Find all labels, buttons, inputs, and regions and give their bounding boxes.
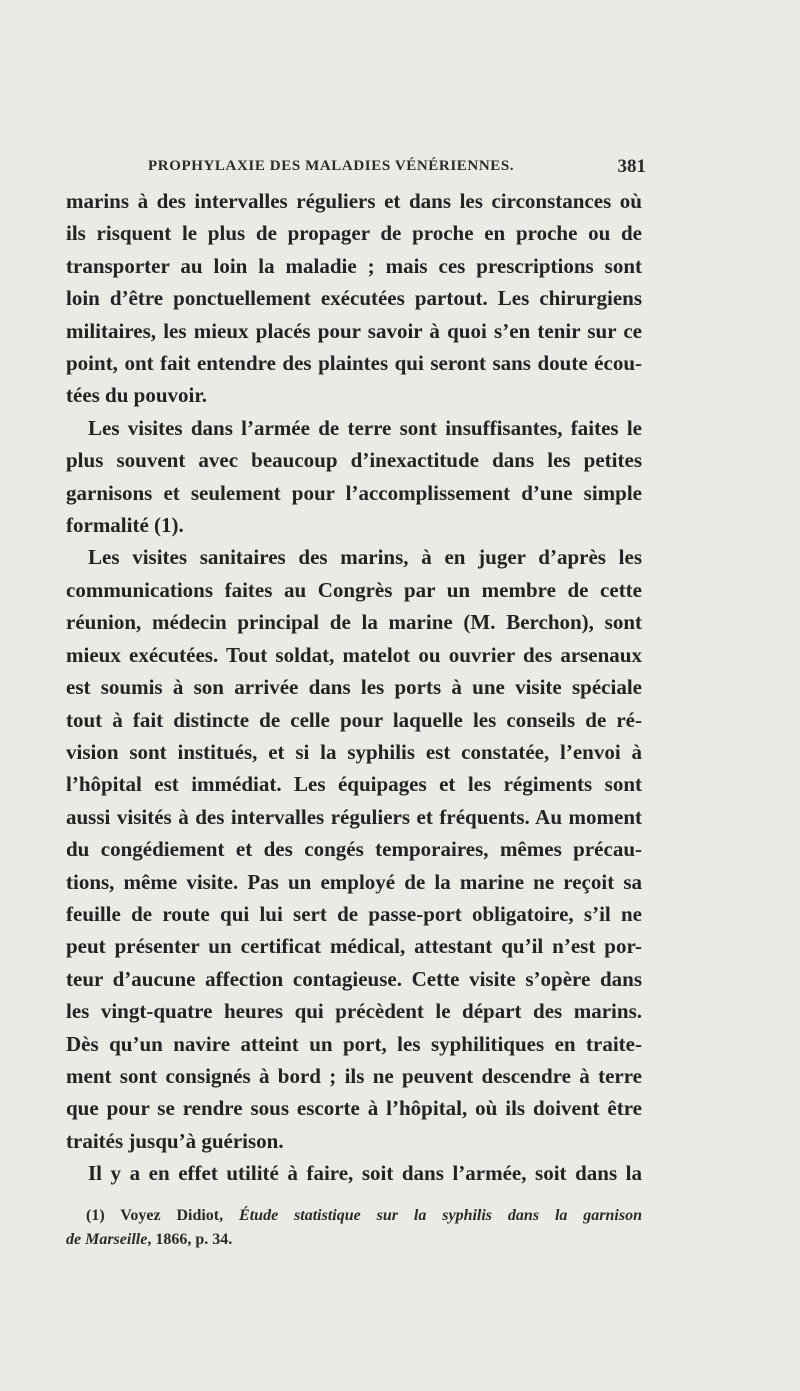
text-line: communications faites au Congrès par un membre de cette — [66, 577, 642, 602]
text-line: formalité (1). — [66, 513, 184, 538]
footnote-title-cont: de Marseille — [66, 1231, 148, 1248]
text-line: peut présenter un certificat médical, attestant qu’il n’est por- — [66, 934, 642, 959]
footnote-line — [66, 1204, 642, 1228]
running-title: PROPHYLAXIE DES MALADIES VÉNÉRIENNES. — [148, 158, 515, 174]
text-line: l’hôpital est immédiat. Les équipages et les régiments sont — [66, 772, 642, 797]
text-line: militaires, les mieux placés pour savoir à quoi s’en tenir sur ce — [66, 318, 642, 343]
text-line: teur d’aucune affection contagieuse. Cette visite s’opère dans — [66, 966, 642, 991]
footnote — [66, 1204, 642, 1252]
text-line: traités jusqu’à guérison. — [66, 1128, 284, 1153]
text-line: est soumis à son arrivée dans les ports à une visite spéciale — [66, 675, 642, 700]
text-line: tions, même visite. Pas un employé de la marine ne reçoit sa — [66, 869, 642, 894]
body-text — [66, 185, 642, 1190]
text-line: ment sont consignés à bord ; ils ne peuvent descendre à terre — [66, 1063, 642, 1088]
paragraph-1 — [66, 185, 642, 412]
footnote-prefix: (1) Voyez Didiot, — [86, 1207, 240, 1224]
text-line: tout à fait distincte de celle pour laquelle les conseils de ré- — [66, 707, 642, 732]
text-line: marins à des intervalles réguliers et dans les circonstances où — [66, 189, 642, 213]
paragraph-2 — [66, 412, 642, 542]
text-line: point, ont fait entendre des plaintes qui seront sans doute écou- — [66, 351, 642, 376]
text-line: feuille de route qui lui sert de passe-port obligatoire, s’il ne — [66, 901, 642, 926]
text-line: les vingt-quatre heures qui précèdent le départ des marins. — [66, 999, 642, 1024]
footnote-title: Étude statistique sur la syphilis dans la garnison — [239, 1207, 642, 1224]
text-line: que pour se rendre sous escorte à l’hôpital, où ils doivent être — [66, 1096, 642, 1121]
text-line: tées du pouvoir. — [66, 383, 208, 408]
page-header — [148, 158, 654, 184]
text-line: Les visites dans l’armée de terre sont insuffisantes, faites le — [88, 415, 642, 440]
text-line: mieux exécutées. Tout soldat, matelot ou ouvrier des arsenaux — [66, 642, 642, 667]
text-line: aussi visités à des intervalles réguliers et fréquents. Au moment — [66, 804, 642, 829]
text-line: loin d’être ponctuellement exécutées partout. Les chirurgiens — [66, 286, 642, 311]
text-line: Dès qu’un navire atteint un port, les syphilitiques en traite- — [66, 1031, 642, 1056]
text-line: Il y a en effet utilité à faire, soit dans l’armée, soit dans la — [88, 1161, 642, 1186]
paragraph-4 — [66, 1157, 642, 1189]
text-line: plus souvent avec beaucoup d’inexactitude dans les petites — [66, 448, 642, 473]
text-line: réunion, médecin principal de la marine (M. Berchon), sont — [66, 610, 642, 635]
paragraph-3 — [66, 541, 642, 1157]
text-line: transporter au loin la maladie ; mais ces prescriptions sont — [66, 253, 642, 278]
footnote-line — [66, 1228, 642, 1252]
text-line: ils risquent le plus de propager de proche en proche ou de — [66, 221, 642, 246]
text-line: garnisons et seulement pour l’accomplissement d’une simple — [66, 480, 642, 505]
text-line: du congédiement et des congés temporaires, mêmes précau- — [66, 837, 642, 862]
footnote-suffix: , 1866, p. 34. — [147, 1231, 233, 1248]
page-number: 381 — [617, 156, 646, 177]
text-line: vision sont institués, et si la syphilis est constatée, l’envoi à — [66, 739, 642, 764]
text-line: Les visites sanitaires des marins, à en juger d’après les — [88, 545, 642, 570]
